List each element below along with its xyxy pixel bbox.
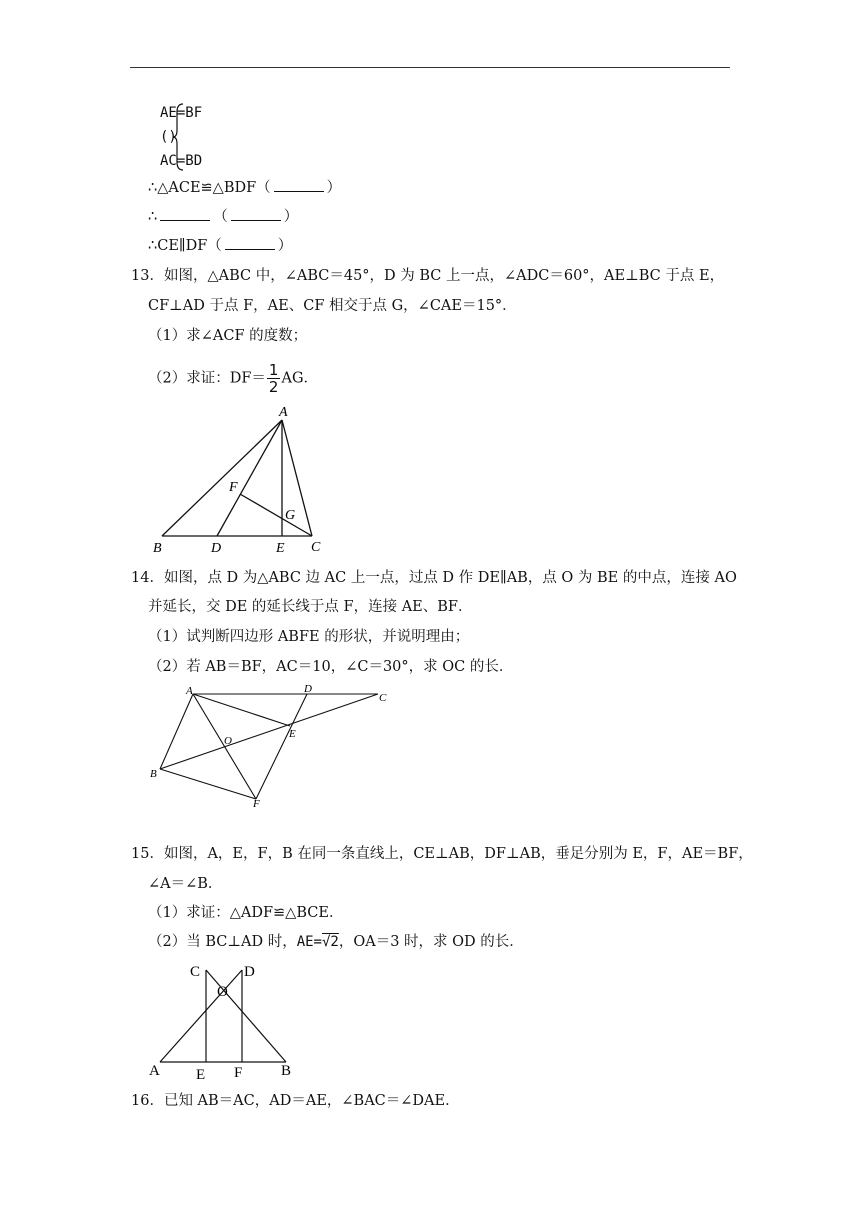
label-E: E [196, 1067, 206, 1083]
label-B: B [153, 541, 162, 556]
problem-13-part-1: （1）求∠ACF 的度数； [148, 328, 308, 344]
label-O: O [224, 735, 232, 747]
label-O: O [217, 984, 228, 1000]
problem-14-part-2: （2）若 AB＝BF，AC＝10，∠C＝30°，求 OC 的长． [148, 659, 514, 675]
proof-parallel-line: ∴CE∥DF（ ） [148, 238, 293, 254]
problem-15-stem-2: ∠A＝∠B． [148, 876, 223, 892]
label-A: A [279, 405, 288, 420]
problem-15-part-1: （1）求证：△ADF≌△BCE． [148, 905, 344, 921]
label-F: F [234, 1065, 243, 1081]
label-G: G [285, 508, 296, 523]
proof-therefore-line: ∴ （ ） [148, 209, 299, 225]
figure-13 [145, 400, 345, 560]
label-C: C [311, 540, 321, 555]
label-B: B [281, 1063, 292, 1079]
problem-13-part-2: （2）求证：DF＝ $\frac{1}{2}$ AG． [148, 361, 319, 396]
problem-16-stem-1: 16．已知 AB＝AC，AD＝AE，∠BAC＝∠DAE． [131, 1093, 460, 1109]
problem-14-part-1: （1）试判断四边形 ABFE 的形状，并说明理由； [148, 629, 470, 645]
label-E: E [276, 541, 285, 556]
header-rule [130, 67, 730, 68]
answer-blank[interactable] [160, 208, 210, 221]
label-D: D [244, 964, 255, 980]
figure-15 [145, 958, 305, 1083]
answer-blank[interactable] [274, 179, 324, 192]
answer-blank[interactable] [225, 237, 275, 250]
label-C: C [190, 964, 201, 980]
label-E: E [289, 728, 296, 740]
problem-15-stem-1: 15．如图，A，E，F，B 在同一条直线上，CE⊥AB，DF⊥AB，垂足分别为 E，F，AE＝BF， [131, 846, 753, 862]
system-line-1: AE=BF [160, 105, 203, 121]
fraction-one-half: $\frac{1}{2}$ [268, 361, 279, 396]
problem-14-stem-1: 14．如图，点 D 为△ABC 边 AC 上一点，过点 D 作 DE∥AB，点 O 为 BE 的中点，连接 AO [131, 570, 737, 586]
system-line-3: AC=BD [160, 153, 203, 169]
label-C: C [379, 692, 387, 704]
problem-13-stem-2: CF⊥AD 于点 F，AE、CF 相交于点 G，∠CAE＝15°． [148, 298, 517, 314]
problem-14-stem-2: 并延长，交 DE 的延长线于点 F，连接 AE、BF． [148, 599, 473, 615]
label-A: A [149, 1063, 160, 1079]
system-line-2: () [160, 129, 177, 145]
label-B: B [150, 768, 157, 780]
label-F: F [229, 480, 238, 495]
answer-blank[interactable] [231, 208, 281, 221]
problem-15-part-2: （2）当 BC⊥AD 时，AE=√2，OA＝3 时，求 OD 的长． [148, 934, 524, 950]
label-D: D [211, 541, 222, 556]
label-F: F [253, 798, 260, 810]
problem-13-stem-1: 13．如图，△ABC 中，∠ABC＝45°，D 为 BC 上一点，∠ADC＝60°，AE⊥BC 于点 E， [131, 268, 725, 284]
formula-ae: AE=√2 [296, 934, 339, 950]
figure-14 [140, 680, 400, 815]
proof-congruent-line: ∴△ACE≌△BDF（ ） [148, 180, 342, 196]
label-D: D [304, 683, 312, 695]
label-A: A [186, 685, 193, 697]
